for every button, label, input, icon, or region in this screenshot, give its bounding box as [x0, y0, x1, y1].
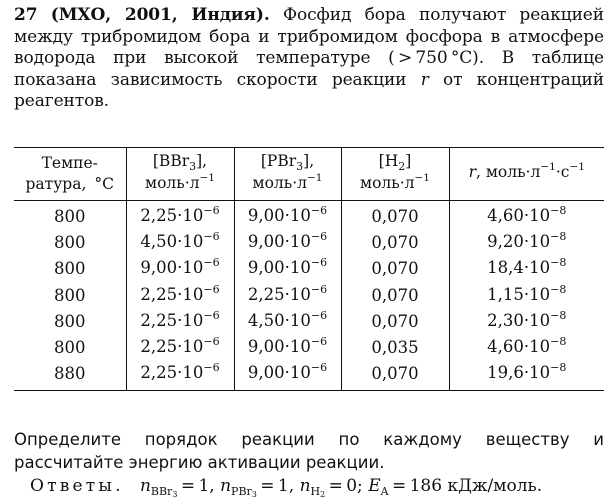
cell-temperature: 800	[14, 230, 126, 256]
header-pbr3: [PBr$_3$], $моль\cdot л^{-1}$	[234, 148, 341, 201]
order-pbr3: = 1,	[256, 476, 295, 496]
table-row	[14, 230, 604, 256]
cell-bbr3: $2,25\cdot 10^{-6}$	[126, 201, 234, 231]
cell-rate: $9,20\cdot 10^{-8}$	[449, 230, 604, 256]
cell-pbr3: $9,00\cdot 10^{-6}$	[234, 201, 341, 231]
cell-temperature: 800	[14, 309, 126, 335]
cell-temperature: 800	[14, 256, 126, 282]
cell-temperature: 800	[14, 201, 126, 231]
problem-text-end: от концентраций реагентов.	[14, 69, 605, 111]
table-header-row	[14, 148, 604, 201]
table-row	[14, 201, 604, 231]
cell-rate: $4,60\cdot 10^{-8}$	[449, 201, 604, 231]
header-bbr3: [BBr$_3$], $моль\cdot л^{-1}$	[126, 148, 234, 201]
cell-pbr3: $2,25\cdot 10^{-6}$	[234, 283, 341, 309]
cell-rate: $4,60\cdot 10^{-8}$	[449, 335, 604, 361]
cell-h2: 0,070	[341, 256, 449, 282]
cell-bbr3: $2,25\cdot 10^{-6}$	[126, 309, 234, 335]
cell-h2: 0,070	[341, 201, 449, 231]
cell-pbr3: $9,00\cdot 10^{-6}$	[234, 361, 341, 391]
problem-number: 27	[14, 5, 38, 25]
cell-rate: $2,30\cdot 10^{-8}$	[449, 309, 604, 335]
header-rate: r, $моль\cdot л^{-1}\cdot с^{-1}$	[449, 148, 604, 201]
cell-bbr3: $4,50\cdot 10^{-6}$	[126, 230, 234, 256]
cell-h2: 0,070	[341, 361, 449, 391]
rate-symbol: r	[420, 69, 429, 90]
order-h2: = 0;	[325, 476, 363, 496]
cell-bbr3: $2,25\cdot 10^{-6}$	[126, 283, 234, 309]
answers-label: Ответы.	[30, 476, 124, 496]
cell-temperature: 880	[14, 361, 126, 391]
cell-rate: $1,15\cdot 10^{-8}$	[449, 283, 604, 309]
cell-rate: $19,6\cdot 10^{-8}$	[449, 361, 604, 391]
cell-pbr3: $9,00\cdot 10^{-6}$	[234, 256, 341, 282]
table-row	[14, 361, 604, 391]
cell-temperature: 800	[14, 335, 126, 361]
cell-rate: $18,4\cdot 10^{-8}$	[449, 256, 604, 282]
header-temperature: Темпе- ратура, °C	[14, 148, 126, 201]
cell-pbr3: $9,00\cdot 10^{-6}$	[234, 335, 341, 361]
order-bbr3: = 1,	[177, 476, 215, 496]
table-row	[14, 309, 604, 335]
answers-line: Ответы. $n_{BBr3} = 1$, $n_{PBr3} = 1$, $n_{H2} = 0$; $E_A = 186$ кДж/моль.	[30, 476, 543, 499]
cell-h2: 0,070	[341, 230, 449, 256]
cell-pbr3: $9,00\cdot 10^{-6}$	[234, 230, 341, 256]
header-h2: $[H_2]$ $моль\cdot л^{-1}$	[341, 148, 449, 201]
activation-energy: = 186 кДж/моль.	[388, 476, 543, 496]
table-row	[14, 256, 604, 282]
cell-h2: 0,070	[341, 283, 449, 309]
table-row	[14, 335, 604, 361]
cell-h2: 0,070	[341, 309, 449, 335]
cell-bbr3: $9,00\cdot 10^{-6}$	[126, 256, 234, 282]
rate-data-table	[14, 147, 604, 391]
cell-bbr3: $2,25\cdot 10^{-6}$	[126, 361, 234, 391]
question-text: Определите порядок реакции по каждому веществу и рассчитайте энергию активации реакции.	[14, 430, 604, 472]
cell-pbr3: $4,50\cdot 10^{-6}$	[234, 309, 341, 335]
problem-source: (МХО, 2001, Индия).	[50, 5, 270, 25]
cell-bbr3: $2,25\cdot 10^{-6}$	[126, 335, 234, 361]
cell-temperature: 800	[14, 283, 126, 309]
problem-text: Фосфид бора получают реакцией между трибромидом бора и трибромидом фосфора в атмосфере водорода при высокой температуре ( > 750 °C). В таблице показана зависимость скорости реакции	[14, 5, 604, 90]
table-row	[14, 283, 604, 309]
problem-statement	[14, 5, 604, 113]
cell-h2: 0,035	[341, 335, 449, 361]
